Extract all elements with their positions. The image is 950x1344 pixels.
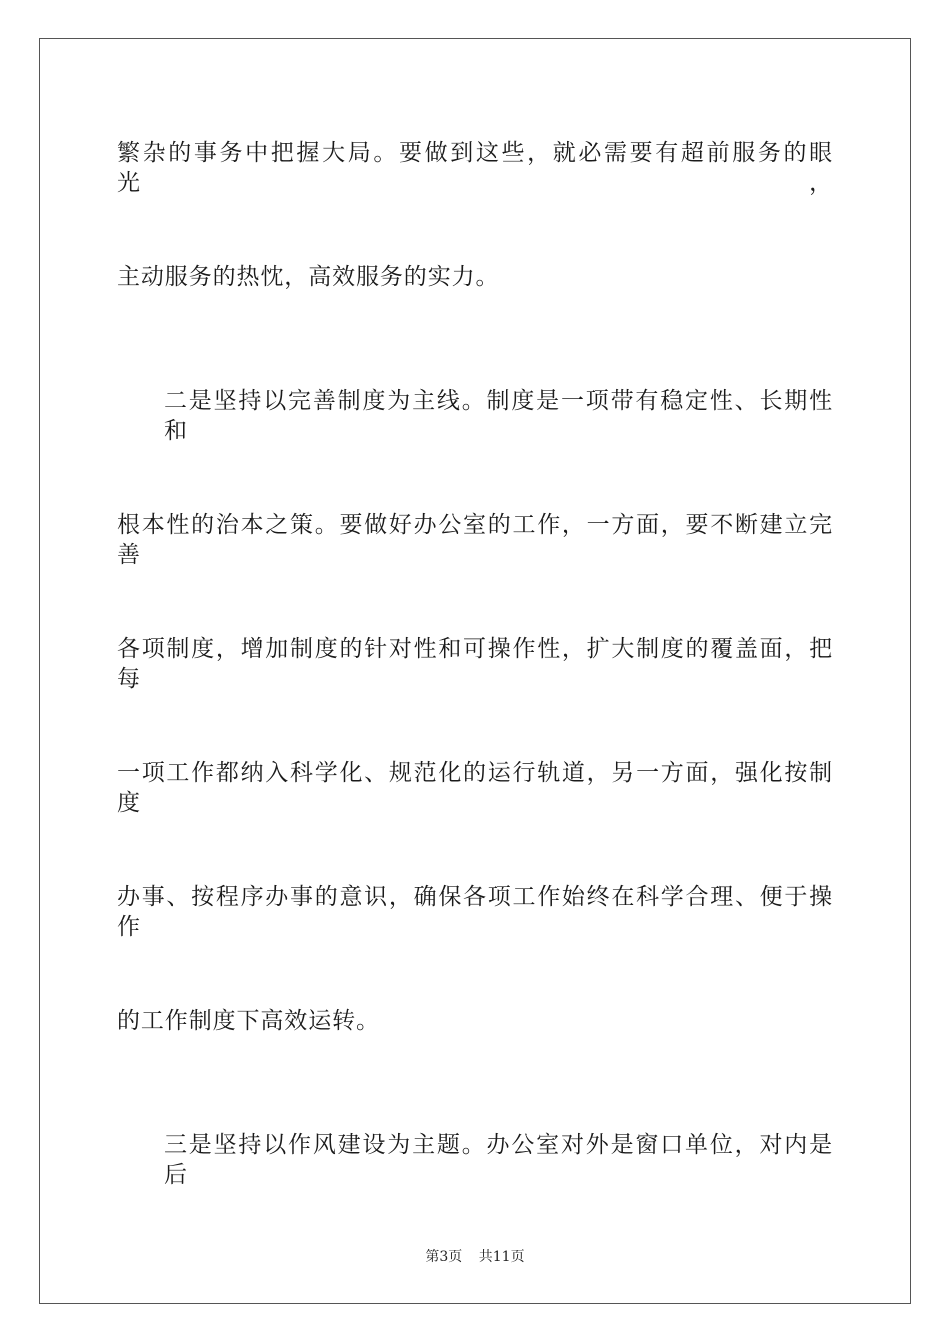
text-line-4: 根本性的治本之策。要做好办公室的工作，一方面，要不断建立完善	[117, 512, 833, 568]
text-line-8: 的工作制度下高效运转。	[117, 1008, 380, 1034]
text-line-9: 三是坚持以作风建设为主题。办公室对外是窗口单位，对内是后	[164, 1132, 833, 1188]
page-total: 共11页	[478, 1249, 525, 1265]
text-line-2: 主动服务的热忱，高效服务的实力。	[117, 264, 500, 290]
page-footer	[0, 1247, 950, 1267]
text-line-7: 办事、按程序办事的意识，确保各项工作始终在科学合理、便于操作	[117, 884, 833, 940]
text-line-5: 各项制度，增加制度的针对性和可操作性，扩大制度的覆盖面，把每	[117, 636, 833, 692]
page-number: 第3页	[425, 1249, 463, 1265]
text-line-3: 二是坚持以完善制度为主线。制度是一项带有稳定性、长期性和	[164, 388, 833, 444]
text-line-1: 繁杂的事务中把握大局。要做到这些，就必需要有超前服务的眼光，	[117, 140, 833, 196]
text-line-6: 一项工作都纳入科学化、规范化的运行轨道，另一方面，强化按制度	[117, 760, 833, 816]
